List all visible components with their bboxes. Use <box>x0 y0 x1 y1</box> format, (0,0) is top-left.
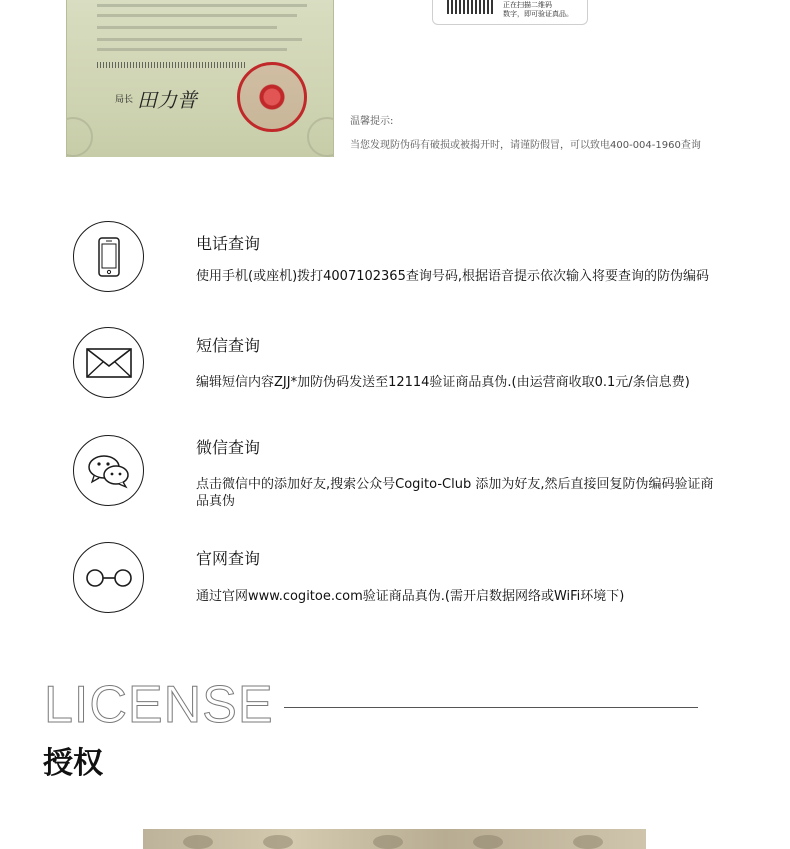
wechat-icon <box>73 435 144 506</box>
barcode <box>97 62 247 68</box>
patent-certificate-image <box>66 0 334 157</box>
director-label: 局长 <box>115 95 134 105</box>
license-heading-en: LICENSE <box>44 676 274 734</box>
phone-icon <box>73 221 144 292</box>
qr-code-icon <box>447 0 495 14</box>
license-heading-zh: 授权 <box>43 746 103 781</box>
tip-text: 当您发现防伪码有破损或被揭开时，请谨防假冒，可以致电400-004-1960查询 <box>350 140 701 151</box>
query-title: 官网查询 <box>196 549 261 568</box>
qr-code-box <box>432 0 588 25</box>
qr-text-line1: 正在扫描二维码 <box>503 1 552 9</box>
query-title: 微信查询 <box>196 438 261 457</box>
query-desc: 编辑短信内容ZJJ*加防伪码发送至12114验证商品真伪.(由运营商收取0.1元/条信息费) <box>196 375 690 390</box>
query-title: 短信查询 <box>196 336 261 355</box>
official-seal-icon <box>237 62 307 132</box>
authorization-certificate-image <box>143 829 646 849</box>
qr-text-line2: 数字，即可验证真品。 <box>503 10 573 18</box>
glasses-icon <box>73 542 144 613</box>
query-desc: 通过官网www.cogitoe.com验证商品真伪.(需开启数据网络或WiFi环境下) <box>196 589 625 604</box>
tip-title: 温馨提示: <box>350 116 394 127</box>
query-title: 电话查询 <box>196 234 261 253</box>
director-signature: 田力普 <box>137 88 197 112</box>
envelope-icon <box>73 327 144 398</box>
divider <box>284 707 698 708</box>
query-desc: 点击微信中的添加好友,搜索公众号Cogito-Club 添加为好友,然后直接回复防伪编码验证商品真伪 <box>196 477 714 509</box>
query-desc: 使用手机(或座机)拨打4007102365查询号码,根据语音提示依次输入将要查询的防伪编码 <box>196 269 709 284</box>
